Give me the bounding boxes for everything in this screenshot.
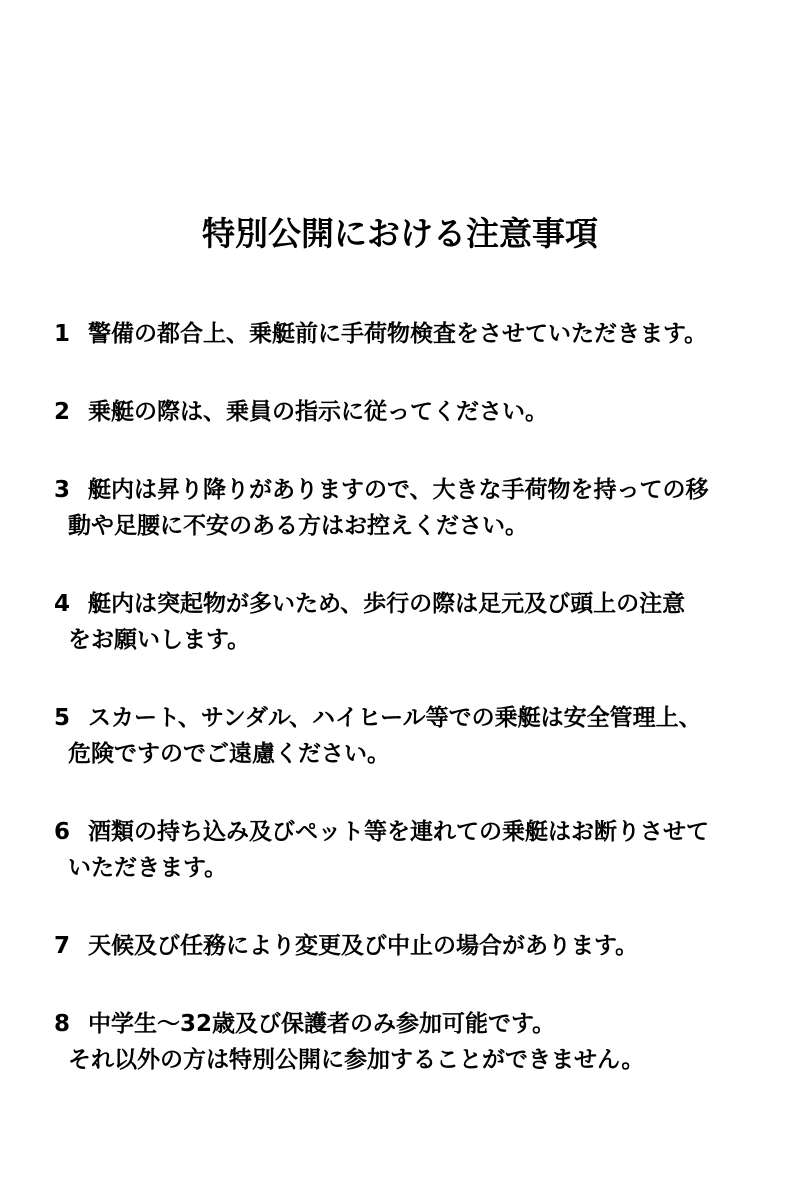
- notice-text-line1: 乗艇の際は、乗員の指示に従ってください。: [88, 399, 548, 425]
- notice-text-line1: 天候及び任務により変更及び中止の場合があります。: [88, 933, 639, 959]
- notice-item-5: [54, 700, 770, 772]
- notice-item-1: [54, 316, 770, 352]
- notice-item-4: [54, 586, 770, 658]
- notice-text-line1: 酒類の持ち込み及びペット等を連れての乗艇はお断りさせて: [88, 819, 709, 845]
- notice-number: 7: [54, 933, 71, 959]
- notice-text-line1: スカート、サンダル、ハイヒール等での乗艇は安全管理上、: [88, 705, 702, 731]
- notice-number: 8: [54, 1011, 71, 1037]
- notice-text-line1: 艇内は突起物が多いため、歩行の際は足元及び頭上の注意: [88, 591, 686, 617]
- notice-item-3: [54, 472, 770, 544]
- notice-number: 1: [54, 321, 71, 347]
- notice-text-line1: 艇内は昇り降りがありますので、大きな手荷物を持っての移: [88, 477, 709, 503]
- notice-number: 3: [54, 477, 71, 503]
- notice-text-line1: 中学生～32歳及び保護者のみ参加可能です。: [88, 1011, 556, 1037]
- notice-number: 2: [54, 399, 71, 425]
- notice-text-line2: 動や足腰に不安のある方はお控えください。: [68, 513, 528, 539]
- notice-number: 5: [54, 705, 71, 731]
- notice-number: 6: [54, 819, 71, 845]
- notice-text-line2: いただきます。: [68, 855, 228, 881]
- notice-item-2: [54, 394, 770, 430]
- notice-item-8: [54, 1006, 770, 1078]
- notice-text-line2: をお願いします。: [68, 627, 251, 653]
- notice-item-7: [54, 928, 770, 964]
- page-title: 特別公開における注意事項: [202, 214, 598, 253]
- notice-text-line1: 警備の都合上、乗艇前に手荷物検査をさせていただきます。: [88, 321, 708, 347]
- notice-text-line2: 危険ですのでご遠慮ください。: [68, 741, 390, 767]
- notice-list: [54, 316, 770, 1120]
- notice-item-6: [54, 814, 770, 886]
- notice-text-line2: それ以外の方は特別公開に参加することができません。: [68, 1047, 645, 1073]
- notice-number: 4: [54, 591, 71, 617]
